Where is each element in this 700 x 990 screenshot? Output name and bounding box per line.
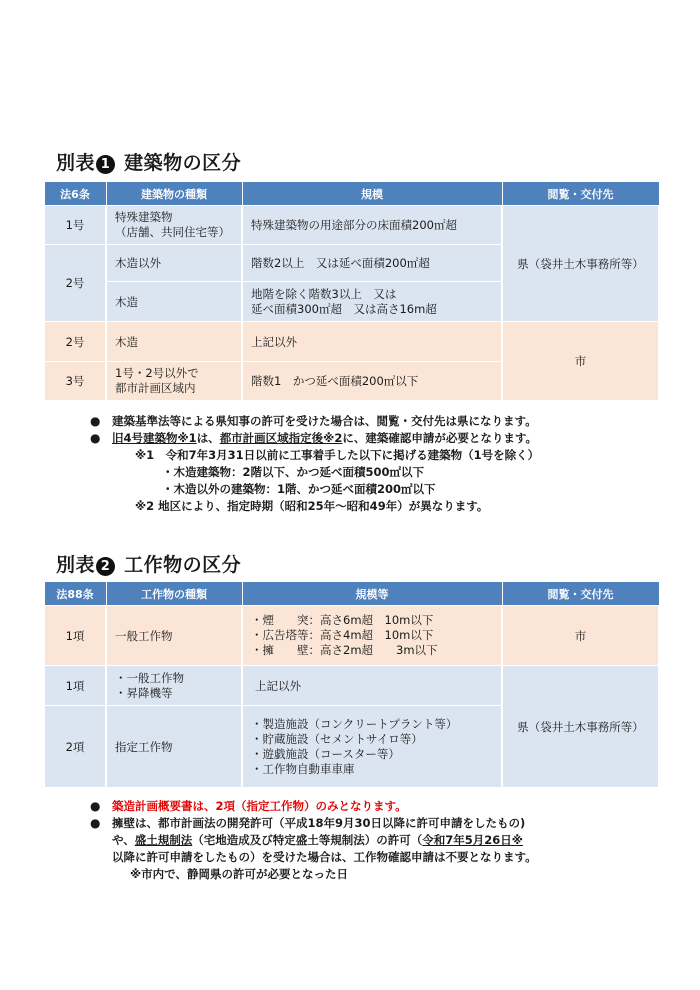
header-scale: 規模	[242, 182, 502, 206]
table-header-row	[44, 182, 659, 206]
type-line: 1号・2号以外で	[115, 366, 199, 380]
section2-title-text: 工作物の区分	[124, 554, 242, 576]
header-destination: 閲覧・交付先	[502, 582, 659, 606]
type-cell: 指定工作物	[106, 706, 242, 788]
structure-classification-table	[43, 581, 660, 788]
scale-cell: 上記以外	[242, 666, 502, 706]
note-text: に、建築確認申請が必要となります。	[342, 431, 537, 445]
scale-line: 延べ面積300㎡超 又は高さ16m超	[251, 301, 437, 316]
table-row	[44, 322, 659, 362]
note-text: 擁壁は、都市計画法の開発許可（平成18年9月30日以降に許可申請をしたもの)	[112, 816, 526, 830]
section1-notes	[90, 413, 539, 515]
scale-cell	[242, 606, 502, 666]
type-cell: 木造	[106, 282, 242, 322]
destination-cell: 市	[502, 606, 659, 666]
header-type: 建築物の種類	[106, 182, 242, 206]
type-cell	[106, 362, 242, 401]
type-line: ・昇降機等	[115, 685, 173, 700]
scale-line: ・貯蔵施設（セメントサイロ等）	[251, 731, 423, 746]
clause-cell: 2号	[44, 322, 106, 362]
destination-cell: 市	[502, 322, 659, 401]
clause-cell: 3号	[44, 362, 106, 401]
note-text: 盛土規制法	[134, 833, 193, 847]
scale-line: ・煙 突：高さ6m超 10m以下	[251, 613, 434, 627]
table-row	[44, 666, 659, 706]
bullet-icon: ●	[90, 816, 101, 830]
table-row	[44, 206, 659, 245]
note-text: 築造計画概要書は、2項（指定工作物）のみとなります。	[112, 799, 407, 813]
note-text: 都市計画区域指定後※2	[219, 431, 343, 445]
note-text: 建築基準法等による県知事の許可を受けた場合は、閲覧・交付先は県になります。	[112, 414, 537, 428]
note-text: は、	[196, 431, 220, 445]
type-cell: 一般工作物	[106, 606, 242, 666]
clause-cell: 1号	[44, 206, 106, 245]
type-cell: 木造以外	[106, 245, 242, 282]
note-text: や、	[112, 833, 135, 847]
type-line: 特殊建築物	[115, 210, 173, 224]
note-item	[90, 413, 539, 430]
note-footnote: ・木造建築物：2階以下、かつ延べ面積500㎡以下	[162, 465, 425, 479]
clause-cell: 1項	[44, 606, 106, 666]
type-line: （店舗、共同住宅等）	[115, 225, 230, 239]
scale-cell: 階数2以上 又は延べ面積200㎡超	[242, 245, 502, 282]
destination-cell: 県（袋井土木事務所等）	[502, 666, 659, 788]
scale-cell	[242, 706, 502, 788]
note-continuation: 以降に許可申請をしたもの）を受けた場合は、工作物確認申請は不要となります。	[112, 850, 537, 864]
clause-cell: 1項	[44, 666, 106, 706]
building-classification-table	[43, 181, 660, 401]
header-scale: 規模等	[242, 582, 502, 606]
scale-cell: 上記以外	[242, 322, 502, 362]
section1-number-badge: 1	[96, 155, 115, 174]
header-type: 工作物の種類	[106, 582, 242, 606]
scale-line: 地階を除く階数3以上 又は	[251, 286, 397, 301]
note-text: （宅地造成及び特定盛土等規制法）の許可（	[192, 833, 423, 847]
clause-cell: 2項	[44, 706, 106, 788]
note-footnote: ※1 令和7年3月31日以前に工事着手した以下に掲げる建築物（1号を除く）	[135, 448, 540, 462]
bullet-icon: ●	[90, 799, 101, 813]
note-text: 令和7年5月26日※	[422, 833, 523, 847]
scale-cell	[242, 282, 502, 322]
section1-title	[56, 148, 241, 175]
type-cell	[106, 206, 242, 245]
scale-line: ・遊戯施設（コースター等）	[251, 746, 400, 761]
bullet-icon: ●	[90, 414, 101, 428]
section2-number-badge: 2	[96, 557, 115, 576]
scale-line: ・擁 壁：高さ2m超 3m以下	[251, 643, 438, 657]
note-item	[90, 798, 537, 815]
header-destination: 閲覧・交付先	[502, 182, 659, 206]
header-clause: 法6条	[44, 182, 106, 206]
note-footnote: ※2 地区により、指定時期（昭和25年～昭和49年）が異なります。	[135, 499, 489, 513]
note-text: 旧4号建築物※1	[112, 431, 197, 445]
header-clause: 法88条	[44, 582, 106, 606]
section2-notes	[90, 798, 537, 883]
type-line: 都市計画区域内	[115, 381, 196, 395]
note-continuation	[90, 832, 537, 849]
clause-cell: 2号	[44, 245, 106, 322]
note-item	[90, 815, 537, 832]
type-line: ・一般工作物	[115, 670, 184, 685]
scale-line: ・製造施設（コンクリートプラント等）	[251, 716, 458, 731]
type-cell	[106, 666, 242, 706]
scale-line: ・広告塔等：高さ4m超 10m以下	[251, 628, 434, 642]
section1-title-prefix: 別表	[56, 152, 96, 174]
bullet-icon: ●	[90, 431, 101, 445]
table-row	[44, 606, 659, 666]
note-item	[90, 430, 539, 447]
section2-title-prefix: 別表	[56, 554, 96, 576]
scale-line: ・工作物自動車車庫	[251, 761, 355, 776]
note-footnote: ※市内で、静岡県の許可が必要となった日	[130, 867, 348, 881]
section1-title-text: 建築物の区分	[124, 152, 242, 174]
type-cell: 木造	[106, 322, 242, 362]
scale-cell: 階数1 かつ延べ面積200㎡以下	[242, 362, 502, 401]
table-header-row	[44, 582, 659, 606]
scale-cell: 特殊建築物の用途部分の床面積200㎡超	[242, 206, 502, 245]
destination-cell: 県（袋井土木事務所等）	[502, 206, 659, 322]
note-footnote: ・木造以外の建築物：1階、かつ延べ面積200㎡以下	[162, 482, 436, 496]
section2-title	[56, 550, 241, 577]
